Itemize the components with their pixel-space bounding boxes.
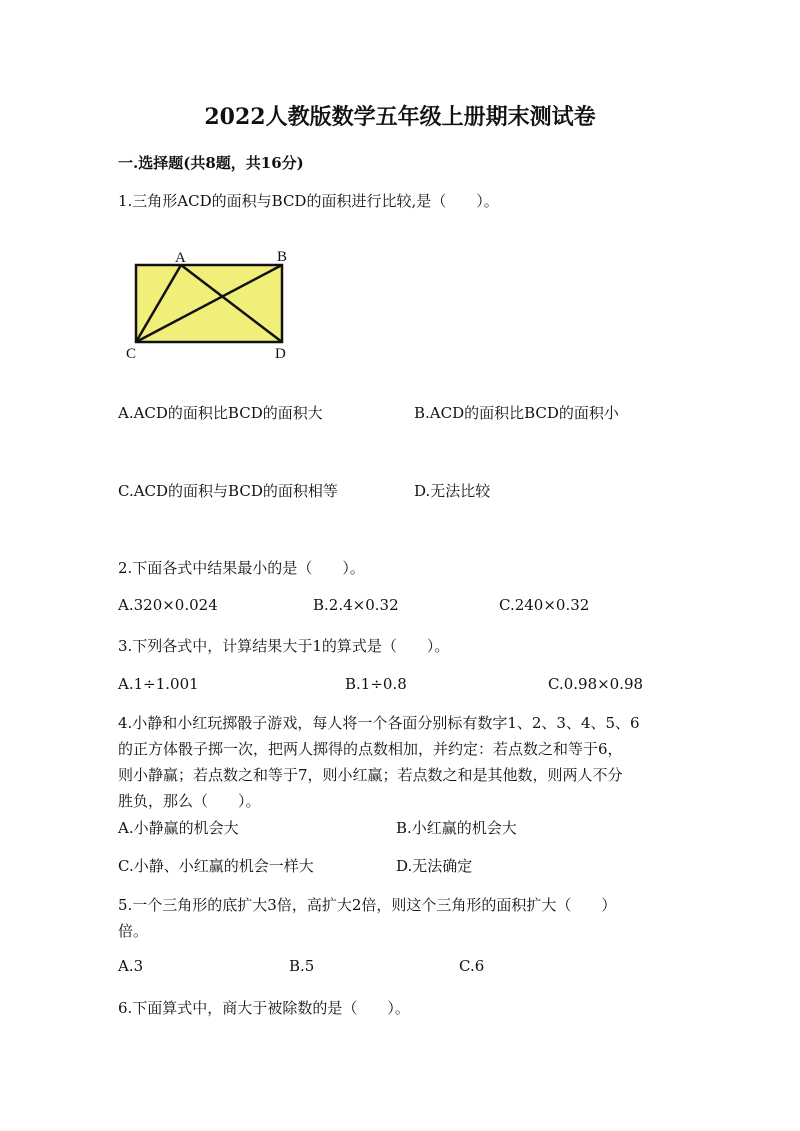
label-c: C — [126, 346, 137, 362]
question-1-option-a[interactable]: A.ACD的面积比BCD的面积大 — [118, 404, 323, 422]
question-5-stem — [118, 892, 678, 944]
question-5-option-a[interactable]: A.3 — [118, 957, 144, 975]
question-4-line-3: 则小静赢；若点数之和等于7，则小红赢；若点数之和是其他数，则两人不分 — [118, 766, 623, 784]
rectangle-triangle-figure — [122, 245, 302, 363]
question-1-option-d[interactable]: D.无法比较 — [414, 482, 491, 500]
question-5-line-1: 5.一个三角形的底扩大3倍，高扩大2倍，则这个三角形的面积扩大（ ） — [118, 896, 617, 914]
question-4-option-d[interactable]: D.无法确定 — [396, 857, 473, 875]
question-2-option-a[interactable]: A.320×0.024 — [118, 596, 218, 614]
question-5-option-b[interactable]: B.5 — [289, 957, 315, 975]
label-d: D — [275, 346, 286, 362]
question-1-option-c[interactable]: C.ACD的面积与BCD的面积相等 — [118, 482, 338, 500]
question-4-line-4: 胜负，那么（ ）。 — [118, 792, 261, 810]
question-4-line-2: 的正方体骰子掷一次，把两人掷得的点数相加，并约定：若点数之和等于6， — [118, 740, 623, 758]
question-5-option-c[interactable]: C.6 — [459, 957, 485, 975]
question-1-stem: 1.三角形ACD的面积与BCD的面积进行比较,是（ ）。 — [118, 192, 499, 210]
question-4-line-1: 4.小静和小红玩掷骰子游戏，每人将一个各面分别标有数字1、2、3、4、5、6 — [118, 714, 640, 732]
question-3-option-b[interactable]: B.1÷0.8 — [345, 675, 407, 693]
question-4-option-c[interactable]: C.小静、小红赢的机会一样大 — [118, 857, 314, 875]
label-b: B — [277, 249, 288, 265]
question-4-stem — [118, 710, 678, 814]
question-4-option-a[interactable]: A.小静赢的机会大 — [118, 819, 239, 837]
question-2-option-c[interactable]: C.240×0.32 — [499, 596, 590, 614]
question-6-stem: 6.下面算式中，商大于被除数的是（ ）。 — [118, 999, 410, 1017]
question-3-option-a[interactable]: A.1÷1.001 — [118, 675, 199, 693]
question-2-option-b[interactable]: B.2.4×0.32 — [313, 596, 399, 614]
question-1-option-b[interactable]: B.ACD的面积比BCD的面积小 — [414, 404, 619, 422]
question-3-stem: 3.下列各式中，计算结果大于1的算式是（ ）。 — [118, 637, 450, 655]
question-2-stem: 2.下面各式中结果最小的是（ ）。 — [118, 559, 365, 577]
section-heading: 一.选择题(共8题，共16分) — [118, 154, 304, 172]
question-4-option-b[interactable]: B.小红赢的机会大 — [396, 819, 517, 837]
page-title: 2022人教版数学五年级上册期末测试卷 — [204, 104, 596, 130]
question-3-option-c[interactable]: C.0.98×0.98 — [548, 675, 644, 693]
question-5-line-2: 倍。 — [118, 922, 149, 940]
label-a: A — [175, 250, 186, 266]
